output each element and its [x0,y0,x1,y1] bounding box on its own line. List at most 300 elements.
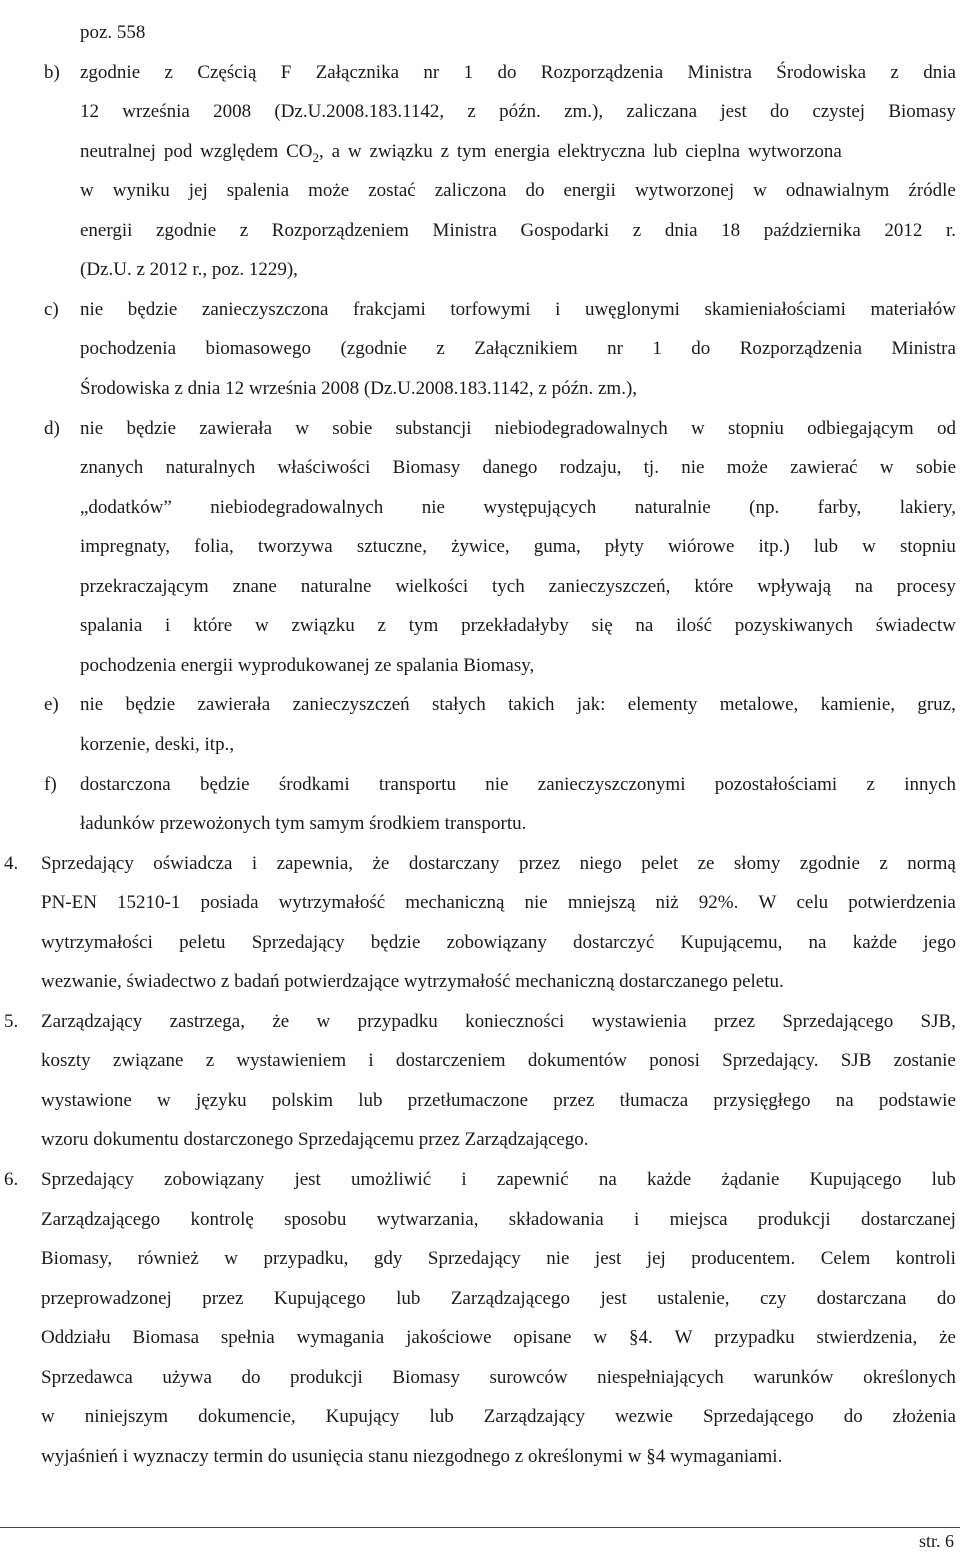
word: produkcji [757,1209,831,1230]
word: SJB [840,1050,872,1071]
word: każde [852,932,898,953]
word: które [193,615,233,636]
word: niego [579,853,622,874]
text-line [0,171,960,211]
word: §4. [628,1327,653,1348]
word: dostarczona [80,774,171,795]
word: nie [485,774,509,795]
word: od [936,418,956,439]
word: Biomasy, [41,1248,113,1269]
word: (np. [749,497,780,518]
word: źródle [908,180,956,201]
word: przez [553,1090,595,1111]
word: sobie [915,457,956,478]
text-fragment: , a w związku z tym energia elektryczna lub cieplna wytworzona [319,141,842,162]
word: każde [646,1169,692,1190]
text-line [0,132,960,172]
text-line [0,1041,960,1081]
word: Oddziału [41,1327,111,1348]
text-line [0,13,960,53]
word: 12 [80,101,99,122]
word: Sprzedającego [702,1406,814,1427]
text-line [0,409,960,449]
word: spalania [80,615,143,636]
word: celu [796,892,829,913]
word: Ministra [687,62,752,83]
word: niebiodegradowalnych [210,497,384,518]
word: nie [681,457,705,478]
list-marker: b) [44,62,60,83]
word: niniejszym [84,1406,169,1427]
word: znane [232,576,277,597]
word: zawierała [199,418,273,439]
text-line [0,567,960,607]
word: wytworzonej [634,180,735,201]
word: naturalnych [165,457,256,478]
word: przekraczającym [80,576,209,597]
text-line [0,962,960,1002]
word: W [674,1327,693,1348]
word: ilość [676,615,713,636]
list-marker: f) [44,774,57,795]
word: do [936,1288,956,1309]
footer-divider [0,1527,960,1528]
word: przypadku [357,1011,438,1032]
word: metalowe, [719,694,799,715]
text-line [0,1081,960,1121]
line-text [41,1358,956,1398]
word: w [80,180,94,201]
word: niż [655,892,679,913]
word: biomasowego [205,338,311,359]
word: zawierać [790,457,858,478]
text-line [0,488,960,528]
line-text [80,488,956,528]
line-text [80,606,956,646]
word: zanieczyszczonymi [537,774,686,795]
word: odnawialnym [785,180,890,201]
word: jest [600,1288,627,1309]
word: (zgodnie [340,338,407,359]
word: na [635,615,654,636]
word: będzie [126,418,177,439]
word: może [726,457,768,478]
word: Ministra [432,220,497,241]
word: zastrzega, [169,1011,245,1032]
word: „dodatków” [80,497,172,518]
text-line [0,923,960,963]
word: stopniu [899,536,956,557]
word: nr [423,62,440,83]
word: Rozporządzenia [739,338,863,359]
word: zanieczyszczeń [292,694,410,715]
word: występujących [483,497,597,518]
text-line [0,1358,960,1398]
word: dostarczeniem [395,1050,506,1071]
line-text [41,923,956,963]
word: Zarządzającego [41,1209,161,1230]
word: października [763,220,861,241]
word: w [753,180,767,201]
word: kontroli [895,1248,956,1269]
word: zgodnie [799,853,860,874]
text-line [0,883,960,923]
text-line [0,1160,960,1200]
word: że [939,1327,956,1348]
word: wytrzymałości [41,932,153,953]
word: przez [713,1011,756,1032]
word: tworzywa [257,536,333,557]
word: jest [594,1248,622,1269]
word: Zarządzający [483,1406,585,1427]
word: zgodnie [80,62,141,83]
word: normą [907,853,956,874]
word: i [634,1209,640,1230]
word: przeprowadzonej [41,1288,172,1309]
word: Sprzedający [251,932,345,953]
line-text [80,448,956,488]
word: kamienie, [820,694,896,715]
list-marker: d) [44,418,60,439]
word: Celem [820,1248,871,1269]
word: będzie [370,932,421,953]
word: do [497,62,517,83]
word: ponosi [649,1050,700,1071]
word: znanych [80,457,144,478]
word: z [377,615,386,636]
word: dnia [664,220,698,241]
line-text [80,53,956,93]
word: w [316,1011,331,1032]
word: z [632,220,642,241]
text-line [0,1318,960,1358]
word: dostarczyć [573,932,655,953]
word: pochodzenia [80,338,177,359]
word: zobowiązany [446,932,547,953]
word: polskim [271,1090,334,1111]
word: lub [396,1288,421,1309]
text-line [0,1437,960,1477]
line-text: wyjaśnień i wyznaczy termin do usunięcia stanu niezgodnego z określonymi w §4 wymaganiami. [41,1446,783,1467]
word: jej [646,1248,666,1269]
word: jak: [576,694,606,715]
text-fragment: neutralnej pod względem CO [80,141,313,162]
word: sztuczne, [356,536,427,557]
text-line [0,92,960,132]
line-text: (Dz.U. z 2012 r., poz. 1229), [80,259,298,280]
word: nie [421,497,445,518]
word: ustalenie, [657,1288,730,1309]
word: frakcjami [353,299,426,320]
word: zapewnić [496,1169,569,1190]
text-line [0,1279,960,1319]
word: z [205,1050,215,1071]
text-line [0,290,960,330]
word: Kupującemu, [680,932,783,953]
word: z [879,853,888,874]
word: naturalnie [634,497,711,518]
word: tym [408,615,439,636]
word: przypadku [714,1327,795,1348]
word: wystawione [41,1090,132,1111]
word: języku [195,1090,247,1111]
line-text [80,132,956,172]
word: itp.) [758,536,790,557]
word: zaliczana [626,101,698,122]
line-text [41,844,956,884]
word: zaliczona [434,180,507,201]
line-text [41,1041,956,1081]
word: zanieczyszczeń, [548,576,671,597]
word: Gospodarki [520,220,610,241]
word: Sprzedającego [782,1011,894,1032]
word: i [165,615,171,636]
word: późn. [499,101,541,122]
word: związane [112,1050,184,1071]
word: jego [923,932,956,953]
text-line [0,1002,960,1042]
word: na [808,932,827,953]
word: jej [188,180,208,201]
word: zostać [368,180,416,201]
word: złożenia [892,1406,956,1427]
word: świadectw [875,615,956,636]
text-line [0,844,960,884]
word: płyty [604,536,644,557]
word: się [591,615,613,636]
word: Biomasa [132,1327,200,1348]
line-text [80,567,956,607]
word: wystawienia [591,1011,687,1032]
word: będzie [125,694,176,715]
word: wystawieniem [236,1050,347,1071]
word: energii [80,220,133,241]
word: nie [80,418,104,439]
text-line [0,1200,960,1240]
word: że [372,853,390,874]
word: w [41,1406,55,1427]
line-text [41,1239,956,1279]
text-line [0,329,960,369]
word: kontrolę [190,1209,254,1230]
word: Kupującego [809,1169,902,1190]
word: lakiery, [899,497,956,518]
word: 18 [721,220,741,241]
text-line [0,53,960,93]
word: które [694,576,734,597]
word: przez [202,1288,244,1309]
word: używa [162,1367,212,1388]
list-marker: e) [44,694,59,715]
word: do [241,1367,261,1388]
subscript: 2 [312,149,319,165]
word: Biomasy [392,457,461,478]
list-marker: c) [44,299,59,320]
word: stwierdzenia, [816,1327,918,1348]
line-text: poz. 558 [80,22,146,43]
line-text [80,171,956,211]
word: peletu [179,932,226,953]
word: sobie [332,418,373,439]
word: tj. [643,457,659,478]
word: do [691,338,711,359]
word: farby, [817,497,862,518]
word: właściwości [277,457,371,478]
word: żywice, [451,536,510,557]
word: września [122,101,190,122]
word: dostarczanej [861,1209,956,1230]
word: zostanie [893,1050,956,1071]
word: takich [508,694,555,715]
word: do [843,1406,863,1427]
word: ze [697,853,715,874]
word: 15210-1 [117,892,181,913]
word: stałych [431,694,486,715]
line-text [41,1160,956,1200]
line-text [80,409,956,449]
word: będzie [200,774,250,795]
word: transportu [378,774,456,795]
word: pozyskiwanych [734,615,853,636]
line-text: wezwanie, świadectwo z badań potwierdzające wytrzymałość mechaniczną dostarczanego peletu. [41,971,784,992]
word: z [890,62,899,83]
line-text: Środowiska z dnia 12 września 2008 (Dz.U.2008.183.1142, z późn. zm.), [80,378,638,399]
word: Środowiska [776,62,867,83]
word: Sprzedający [41,1169,134,1190]
list-marker: 4. [4,853,19,874]
word: opisane [513,1327,572,1348]
word: nie [524,892,548,913]
text-line [0,765,960,805]
word: w [593,1327,608,1348]
word: F [280,62,292,83]
word: jest [294,1169,321,1190]
text-line [0,685,960,725]
word: 2008 [213,101,252,122]
word: składowania [508,1209,604,1230]
word: i [461,1169,467,1190]
word: w [224,1248,238,1269]
word: torfowymi [450,299,531,320]
word: z [436,338,445,359]
word: zapewnia, [276,853,354,874]
word: zm.), [564,101,604,122]
word: lub [813,536,839,557]
word: i [368,1050,374,1071]
word: nie [80,299,104,320]
word: jest [720,101,747,122]
word: i [555,299,561,320]
word: dostarczany [408,853,500,874]
text-line [0,725,960,765]
word: dostarczana [816,1288,907,1309]
word: PN-EN [41,892,97,913]
text-line [0,211,960,251]
word: środkami [278,774,350,795]
word: miejsca [669,1209,728,1230]
word: odbiegającym [807,418,914,439]
line-text [80,92,956,132]
word: procesy [896,576,956,597]
word: niespełniających [597,1367,724,1388]
word: w [156,1090,171,1111]
word: stopniu [727,418,784,439]
page-number: str. 6 [918,1531,954,1551]
word: dokumentów [527,1050,628,1071]
word: żądanie [721,1169,780,1190]
line-text: pochodzenia energii wyprodukowanej ze spalania Biomasy, [80,655,535,676]
line-text: wzoru dokumentu dostarczonego Sprzedającemu przez Zarządzającego. [41,1129,589,1150]
text-line [0,369,960,409]
line-text [41,883,956,923]
word: 1 [463,62,474,83]
word: posiada [200,892,259,913]
word: gdy [373,1248,403,1269]
word: będzie [127,299,178,320]
word: innych [904,774,956,795]
word: substancji [395,418,472,439]
line-text [80,290,956,330]
line-text [41,1397,956,1437]
word: do [525,180,545,201]
word: Zarządzający [41,1011,143,1032]
word: dokumencie, [198,1406,296,1427]
word: czystej [812,101,866,122]
line-text [41,1200,956,1240]
text-line [0,1120,960,1160]
word: w [295,418,309,439]
line-text [80,685,956,725]
word: słomy [733,853,781,874]
word: w [254,615,269,636]
word: lub [931,1169,956,1190]
word: na [854,576,873,597]
word: Załącznika [315,62,400,83]
word: przetłumaczone [407,1090,529,1111]
word: czy [759,1288,787,1309]
word: wiórowe [667,536,735,557]
word: producentem. [691,1248,796,1269]
word: guma, [533,536,581,557]
word: Rozporządzenia [540,62,664,83]
word: do [770,101,790,122]
word: przypadku, [263,1248,349,1269]
word: wytwarzania, [376,1209,479,1230]
line-text [80,527,956,567]
word: może [308,180,350,201]
word: również [137,1248,199,1269]
word: pozostałościami [714,774,838,795]
word: materiałów [870,299,956,320]
word: koszty [41,1050,91,1071]
line-text [41,1318,956,1358]
text-line [0,606,960,646]
list-marker: 5. [4,1011,19,1032]
word: z [239,220,249,241]
word: w [862,536,876,557]
line-text [80,765,956,805]
text-line [0,527,960,567]
word: zobowiązany [164,1169,265,1190]
word: 1 [652,338,662,359]
word: Sprzedający [41,853,134,874]
word: przekładałyby [461,615,569,636]
word: uwęglonymi [584,299,680,320]
word: w [691,418,705,439]
word: SJB, [920,1011,956,1032]
word: z [866,774,875,795]
word: nie [546,1248,570,1269]
